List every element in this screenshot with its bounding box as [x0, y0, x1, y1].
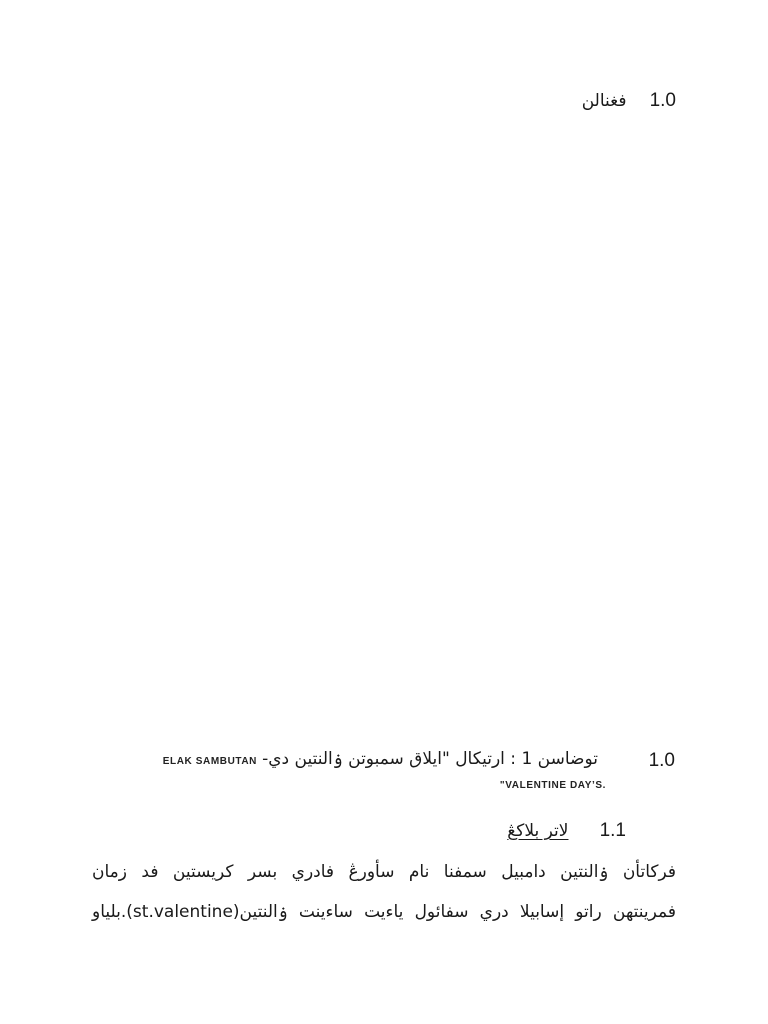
caption-label: توضاسن 1 : ارتيكال "ايلاق سمبوتن ۏالنتين دي- — [262, 749, 598, 769]
paragraph-line: فركاتأن ۏالنتين دامبيل سمفنا نام سأورڠ فادري بسر كريستين فد زمان — [92, 862, 676, 882]
section-title: لاتر بلاكڠ — [507, 821, 569, 841]
section-number: 1.1 — [599, 820, 626, 841]
caption-latin: ELAK SAMBUTAN — [162, 756, 258, 767]
section-title: فغنالن — [581, 91, 627, 111]
section-number: 1.0 — [649, 90, 676, 111]
section-heading-1-0 — [582, 90, 676, 112]
caption-second-line: "VALENTINE DAY’S. — [499, 780, 606, 791]
caption-number: 1.0 — [648, 750, 675, 771]
figure-caption — [163, 748, 598, 769]
paragraph-line: فمرينتهن راتو إسابيلا دري سفائول ياءيت ساءينت ۏالنتين(st.valentine).بلياو — [92, 902, 676, 922]
section-heading-1-1 — [507, 820, 626, 842]
